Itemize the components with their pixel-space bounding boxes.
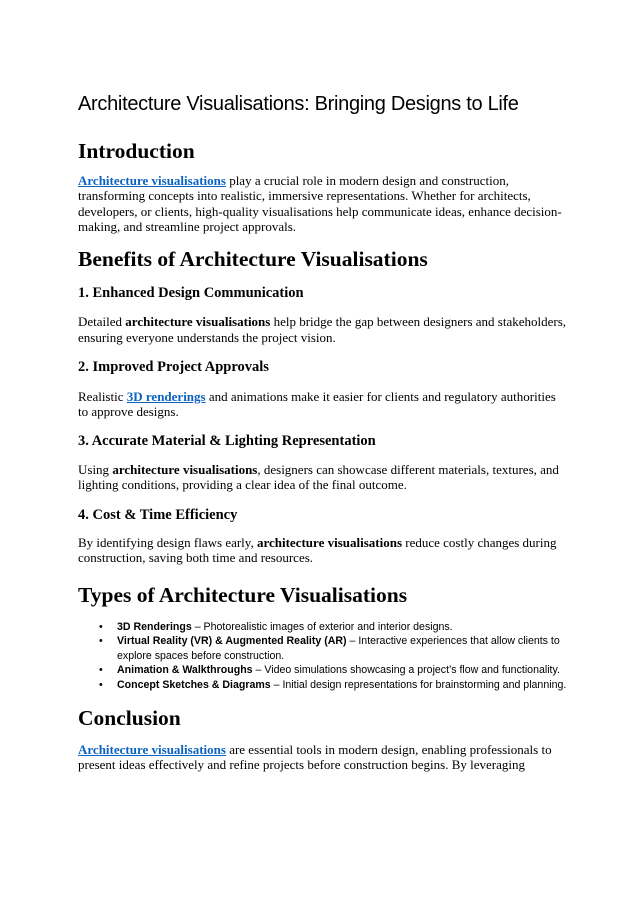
benefit-text: By identifying design flaws early,: [78, 535, 257, 551]
type-description: – Photorealistic images of exterior and interior designs.: [191, 620, 453, 633]
type-term: 3D Renderings: [117, 620, 192, 633]
benefit-heading-1: 1. Enhanced Design Communication: [78, 285, 304, 302]
type-description: – Interactive experiences that allow clients to explore spaces before construction.: [117, 635, 560, 662]
types-list: [78, 620, 568, 693]
benefit-paragraph-3: [78, 462, 568, 493]
type-term: Animation & Walkthroughs: [117, 664, 253, 677]
type-description: – Initial design representations for brainstorming and planning.: [270, 678, 567, 691]
introduction-text: play a crucial role in modern design and construction, transforming concepts into realistic, immersive representations. Whether for architects, developers, or clients, high-quality visualisations help communicate ideas, enhance decision-making, and streamline project approvals.: [78, 172, 562, 234]
document-title: Architecture Visualisations: Bringing Designs to Life: [78, 93, 519, 115]
benefit-text: reduce costly changes during construction, saving both time and resources.: [78, 535, 557, 566]
conclusion-text: are essential tools in modern design, enabling professionals to present ideas effectively and refine projects before construction begins. By leveraging: [78, 741, 552, 773]
benefit-heading-3: 3. Accurate Material & Lighting Representation: [78, 433, 376, 450]
benefit-text: and animations make it easier for clients and regulatory authorities to approve designs.: [78, 388, 556, 420]
type-term: Concept Sketches & Diagrams: [117, 678, 271, 691]
benefit-heading-2: 2. Improved Project Approvals: [78, 359, 269, 376]
benefit-text: Detailed: [78, 314, 126, 330]
benefits-heading: Benefits of Architecture Visualisations: [78, 247, 428, 272]
benefit-heading-4: 4. Cost & Time Efficiency: [78, 506, 238, 523]
benefit-paragraph-1: [78, 314, 568, 345]
types-heading: Types of Architecture Visualisations: [78, 582, 408, 607]
bullet-icon: •: [99, 635, 103, 648]
benefit-text: Realistic: [78, 388, 127, 404]
bullet-icon: •: [99, 620, 103, 633]
benefit-text: , designers can showcase different materials, textures, and lighting conditions, providing a clear idea of the final outcome.: [78, 461, 559, 493]
benefit-paragraph-4: [78, 535, 568, 566]
benefit-text: Using: [78, 461, 113, 477]
bullet-icon: •: [99, 664, 103, 677]
benefit-bold-term: architecture visualisations: [112, 461, 258, 477]
introduction-heading: Introduction: [78, 139, 195, 163]
benefit-text: help bridge the gap between designers and stakeholders, ensuring everyone understands the project vision.: [78, 314, 566, 345]
conclusion-paragraph: [78, 742, 568, 773]
type-description: – Video simulations showcasing a project’s flow and functionality.: [252, 664, 560, 677]
document-content: [78, 93, 568, 773]
benefit-paragraph-2: [78, 389, 568, 420]
benefit-bold-term: architecture visualisations: [256, 535, 402, 551]
list-item: [78, 620, 568, 635]
list-item: [78, 678, 568, 693]
list-item: [78, 634, 568, 663]
bullet-icon: •: [99, 678, 103, 691]
introduction-paragraph: [78, 173, 568, 235]
benefit-bold-term: architecture visualisations: [125, 314, 271, 330]
type-term: Virtual Reality (VR) & Augmented Reality (AR): [117, 635, 347, 648]
architecture-visualisations-link[interactable]: Architecture visualisations: [78, 172, 226, 188]
architecture-visualisations-link[interactable]: Architecture visualisations: [78, 741, 226, 757]
3d-renderings-link[interactable]: 3D renderings: [126, 388, 206, 404]
conclusion-heading: Conclusion: [78, 706, 181, 731]
list-item: [78, 663, 568, 678]
